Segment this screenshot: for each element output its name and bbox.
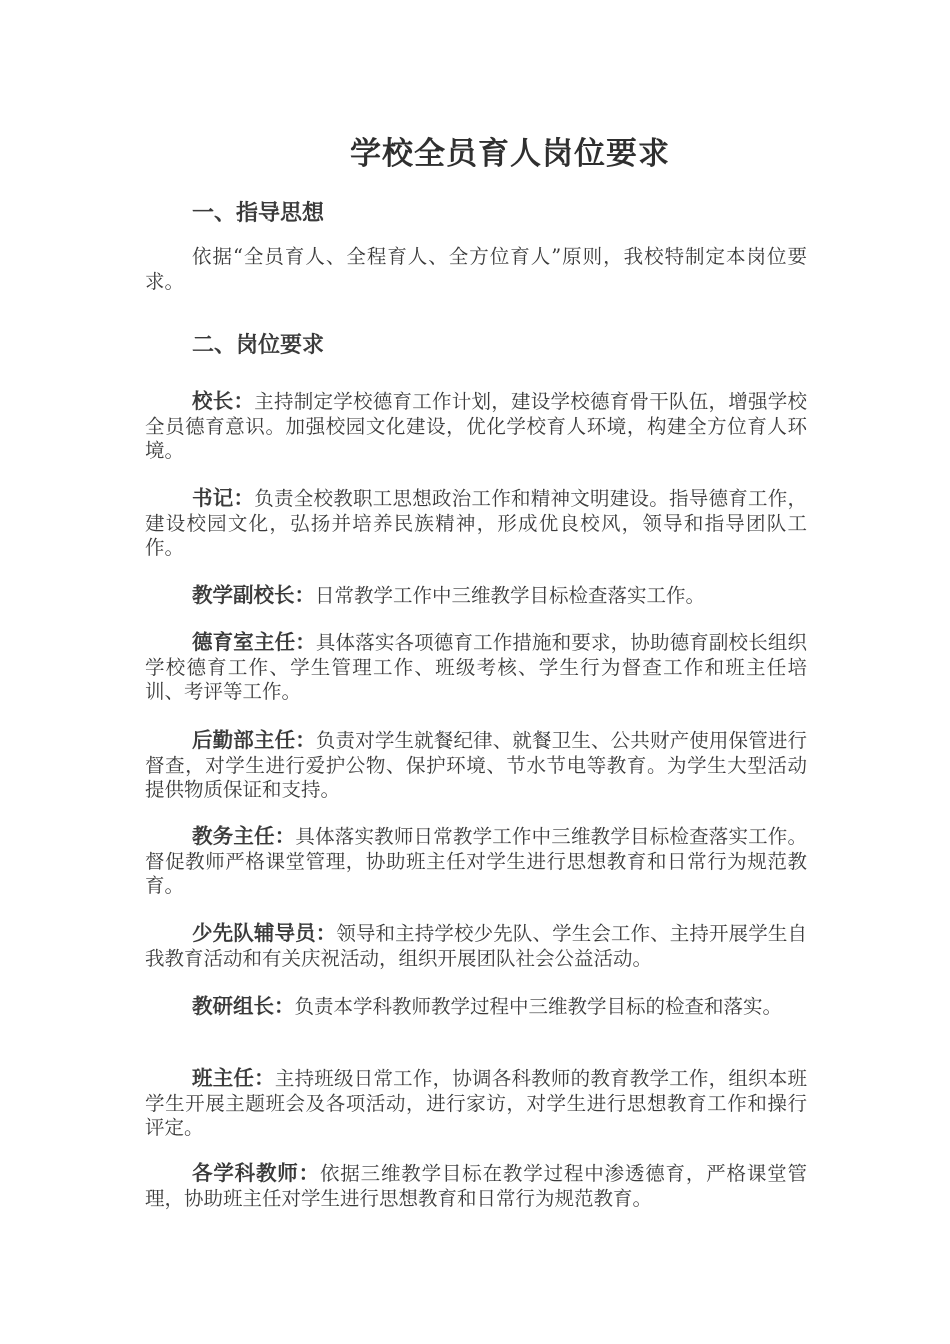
role-paragraph-principal [145,389,807,464]
role-paragraph-academic-director [145,824,807,899]
section-heading-guiding-ideology: 一、指导思想 [192,200,325,226]
role-paragraph-head-teacher [145,1066,807,1141]
section-heading-position-requirements: 二、岗位要求 [192,332,325,358]
role-name: 班主任： [192,1066,275,1090]
role-description: 负责本学科教师教学过程中三维教学目标的检查和落实。 [294,995,783,1018]
role-name: 教研组长： [192,994,295,1018]
role-description: 具体落实各项德育工作措施和要求，协助德育副校长组织学校德育工作、学生管理工作、班级考核、学生行为督查工作和班主任培训、考评等工作。 [145,631,807,703]
role-description: 负责全校教职工思想政治工作和精神文明建设。指导德育工作，建设校园文化，弘扬并培养民族精神，形成优良校风，领导和指导团队工作。 [145,487,807,559]
role-paragraph-subject-teachers [145,1161,807,1211]
role-name: 校长： [192,389,255,413]
role-paragraph-secretary [145,486,807,561]
role-description: 依据三维教学目标在教学过程中渗透德育，严格课堂管理，协助班主任对学生进行思想教育和日常行为规范教育。 [145,1162,807,1210]
guiding-ideology-paragraph: 依据“全员育人、全程育人、全方位育人”原则，我校特制定本岗位要求。 [145,245,807,293]
role-name: 少先队辅导员： [192,921,337,945]
role-name: 各学科教师： [192,1161,320,1185]
role-paragraph-logistics-director [145,728,807,803]
role-description: 负责对学生就餐纪律、就餐卫生、公共财产使用保管进行督查，对学生进行爱护公物、保护环境、节水节电等教育。为学生大型活动提供物质保证和支持。 [145,729,807,801]
role-description: 主持制定学校德育工作计划，建设学校德育骨干队伍，增强学校全员德育意识。加强校园文化建设，优化学校育人环境，构建全方位育人环境。 [145,390,807,462]
page-title: 学校全员育人岗位要求 [350,136,670,172]
role-name: 书记： [192,486,255,510]
role-paragraph-moral-education-director [145,630,807,705]
role-name: 教学副校长： [192,583,315,607]
role-description: 具体落实教师日常教学工作中三维教学目标检查落实工作。督促教师严格课堂管理，协助班主任对学生进行思想教育和日常行为规范教育。 [145,825,807,897]
role-name: 后勤部主任： [192,728,316,752]
role-description: 主持班级日常工作，协调各科教师的教育教学工作，组织本班学生开展主题班会及各项活动，进行家访，对学生进行思想教育工作和操行评定。 [145,1067,807,1139]
role-paragraph-research-group-leader [145,994,807,1020]
role-description: 领导和主持学校少先队、学生会工作、主持开展学生自我教育活动和有关庆祝活动，组织开展团队社会公益活动。 [145,922,807,970]
role-name: 教务主任： [192,824,296,848]
role-paragraph-teaching-vice-principal [145,583,807,609]
role-paragraph-young-pioneers-counselor [145,921,807,971]
role-description: 日常教学工作中三维教学目标检查落实工作。 [315,584,706,607]
role-name: 德育室主任： [192,630,316,654]
